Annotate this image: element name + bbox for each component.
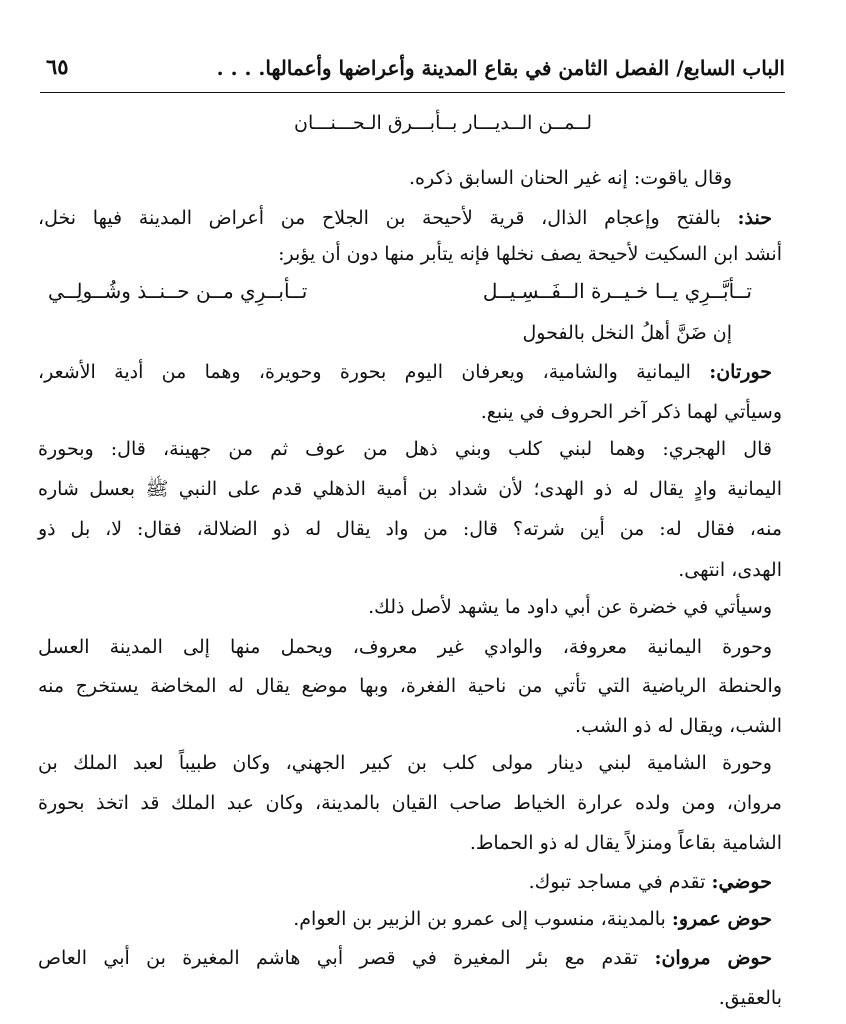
entry-headword: حوضي: [711, 871, 772, 893]
text-line: أنشد ابن السكيت لأحيحة يصف نخلها فإنه يتأبر منها دون أن يؤبر: [278, 243, 782, 265]
entry-headword: حوض مروان: [654, 947, 772, 969]
text-line: وسيأتي في خضرة عن أبي داود ما يشهد لأصل ذلك. [368, 596, 772, 618]
text-line: الشامية بقاعاً ومنزلاً يقال له ذو الحماط. [469, 832, 782, 854]
running-header [40, 52, 785, 94]
entry-headword: حورتان: [709, 361, 772, 383]
entry-headword: حوض عمرو: [671, 908, 772, 930]
text-line: منه، فقال له: من أين شرته؟ قال: من واد يقال له ذو الضلالة، فقال: لا، بل ذو [38, 518, 782, 540]
header-rule [40, 92, 785, 93]
text-line: قال الهجري: وهما لبني كلب وبني ذهل من عوف ثم من جهينة، قال: وبحورة [38, 438, 772, 460]
entry-line: حوض عمرو: بالمدينة، منسوب إلى عمرو بن الزبير بن العوام. [293, 908, 772, 930]
entry-line: حنذ: بالفتح وإعجام الذال، قرية لأحيحة بن الجلاح من أعراض المدينة فيها نخل، [38, 207, 772, 229]
text-line: وحورة الشامية لبني دينار مولى كلب بن كبير الجهني، وكان طبيباً لعبد الملك بن [38, 752, 772, 774]
verse-line: إن ضَنَّ أهلُ النخل بالفحول [522, 322, 732, 344]
verse-hemistich-second: تــأبــرِي مــن حــنــذ وشُــولِــي [48, 279, 308, 303]
verse-line: لــمــن الــديـــار بــأبـــرق الـحـــنـــان [294, 112, 592, 134]
text-line: وحورة اليمانية معروفة، والوادي غير معروف، ويحمل منها إلى المدينة العسل [38, 636, 772, 658]
entry-line: حورتان: اليمانية والشامية، ويعرفان اليوم بحورة وحويرة، وهما من أدية الأشعر، [38, 361, 772, 383]
text-line: وسيأتي لهما ذكر آخر الحروف في ينبع. [480, 401, 782, 423]
entry-line: حوض مروان: تقدم مع بئر المغيرة في قصر أبي هاشم المغيرة بن أبي العاص [38, 947, 772, 969]
text-line: اليمانية وادٍ يقال له ذو الهدى؛ لأن شداد بن أمية الذهلي قدم على النبي ﷺ بعسل شاره [38, 478, 782, 500]
text-line: وقال ياقوت: إنه غير الحنان السابق ذكره. [409, 167, 732, 189]
text-line: الشب، ويقال له ذو الشب. [575, 715, 782, 737]
text-line: الهدى، انتهى. [678, 559, 782, 581]
verse-couplet [38, 276, 782, 306]
page-number: ٦٥ [46, 54, 69, 79]
text-line: والحنطة الرياضية التي تأتي من ناحية الفغرة، وبها موضع يقال له المخاضة يستخرج منه [38, 675, 782, 697]
text-line: بالعقيق. [718, 987, 782, 1009]
verse-hemistich-first: تــأبَّــرِي يــا خـيــرة الــفَــسِـيــل [482, 279, 752, 303]
text-line: مروان، ومن ولده عرارة الخياط صاحب القيان بالمدينة، وكان عبد الملك قد اتخذ بحورة [38, 792, 782, 814]
entry-line: حوضي: تقدم في مساجد تبوك. [528, 871, 772, 893]
entry-headword: حنذ: [737, 207, 772, 229]
chapter-title: الباب السابع/ الفصل الثامن في بقاع المدينة وأعراضها وأعمالها. . . . [216, 56, 785, 80]
